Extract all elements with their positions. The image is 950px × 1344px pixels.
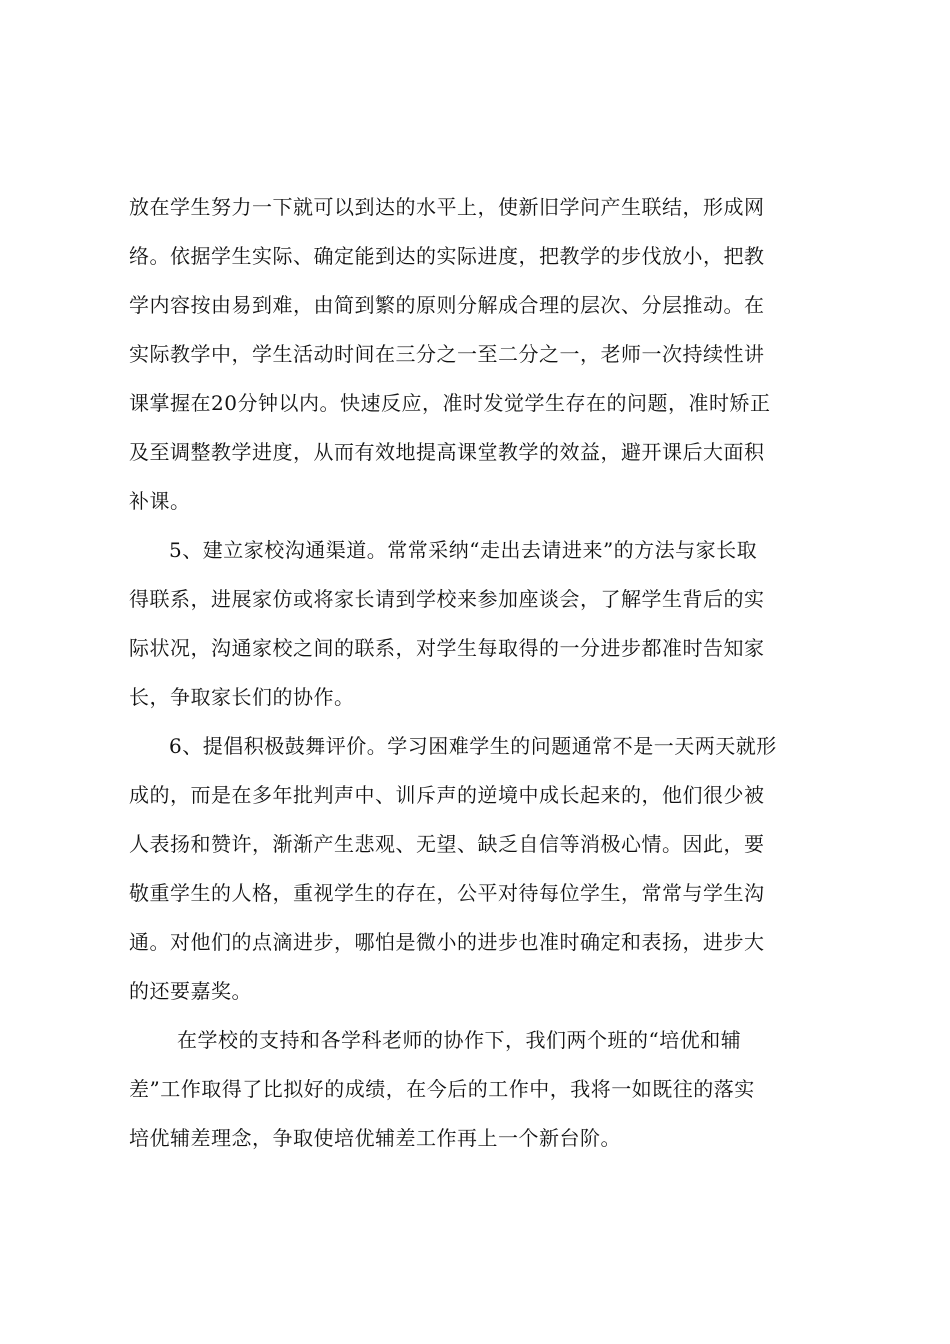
text-line-first xyxy=(129,722,829,771)
text-line: 长，争取家长们的协作。 xyxy=(129,685,355,709)
text-line: 补课。 xyxy=(129,489,191,513)
text-line: 成的，而是在多年批判声中、训斥声的逆境中成长起来的，他们很少被 xyxy=(129,783,765,807)
text-line: 实际教学中，学生活动时间在三分之一至二分之一，老师一次持续性讲 xyxy=(129,342,765,366)
text-line: 差”工作取得了比拟好的成绩，在今后的工作中，我将一如既往的落实 xyxy=(129,1077,755,1101)
text-line-content: 在学校的支持和各学科老师的协作下，我们两个班的“培优和辅 xyxy=(177,1028,742,1052)
text-line: 通。对他们的点滴进步，哪怕是微小的进步也准时确定和表扬，进步大 xyxy=(129,930,765,954)
paragraph-conclusion xyxy=(129,1016,829,1163)
paragraph-home-school-communication xyxy=(129,526,829,722)
text-line: 课掌握在20分钟以内。快速反应，准时发觉学生存在的问题，准时矫正 xyxy=(129,391,771,415)
text-line: 学内容按由易到难，由简到繁的原则分解成合理的层次、分层推动。在 xyxy=(129,293,765,317)
text-line-content: 5、建立家校沟通渠道。常常采纳“走出去请进来”的方法与家长取 xyxy=(169,538,758,562)
text-line: 放在学生努力一下就可以到达的水平上，使新旧学问产生联结，形成网 xyxy=(129,195,765,219)
text-line: 敬重学生的人格，重视学生的存在，公平对待每位学生，常常与学生沟 xyxy=(129,881,765,905)
text-line: 的还要嘉奖。 xyxy=(129,979,252,1003)
document-body xyxy=(129,183,829,1163)
paragraph-teaching-progress xyxy=(129,183,829,526)
text-line-content: 6、提倡积极鼓舞评价。学习困难学生的问题通常不是一天两天就形 xyxy=(169,734,777,758)
text-line: 得联系，进展家仿或将家长请到学校来参加座谈会，了解学生背后的实 xyxy=(129,587,765,611)
paragraph-positive-evaluation xyxy=(129,722,829,1016)
text-line: 培优辅差理念，争取使培优辅差工作再上一个新台阶。 xyxy=(129,1126,621,1150)
text-line: 络。依据学生实际、确定能到达的实际进度，把教学的步伐放小，把教 xyxy=(129,244,765,268)
text-line-first xyxy=(129,1016,829,1065)
text-line: 及至调整教学进度，从而有效地提高课堂教学的效益，避开课后大面积 xyxy=(129,440,765,464)
text-line-first xyxy=(129,526,829,575)
text-line: 人表扬和赞许，渐渐产生悲观、无望、缺乏自信等消极心情。因此，要 xyxy=(129,832,765,856)
text-line: 际状况，沟通家校之间的联系，对学生每取得的一分进步都准时告知家 xyxy=(129,636,765,660)
